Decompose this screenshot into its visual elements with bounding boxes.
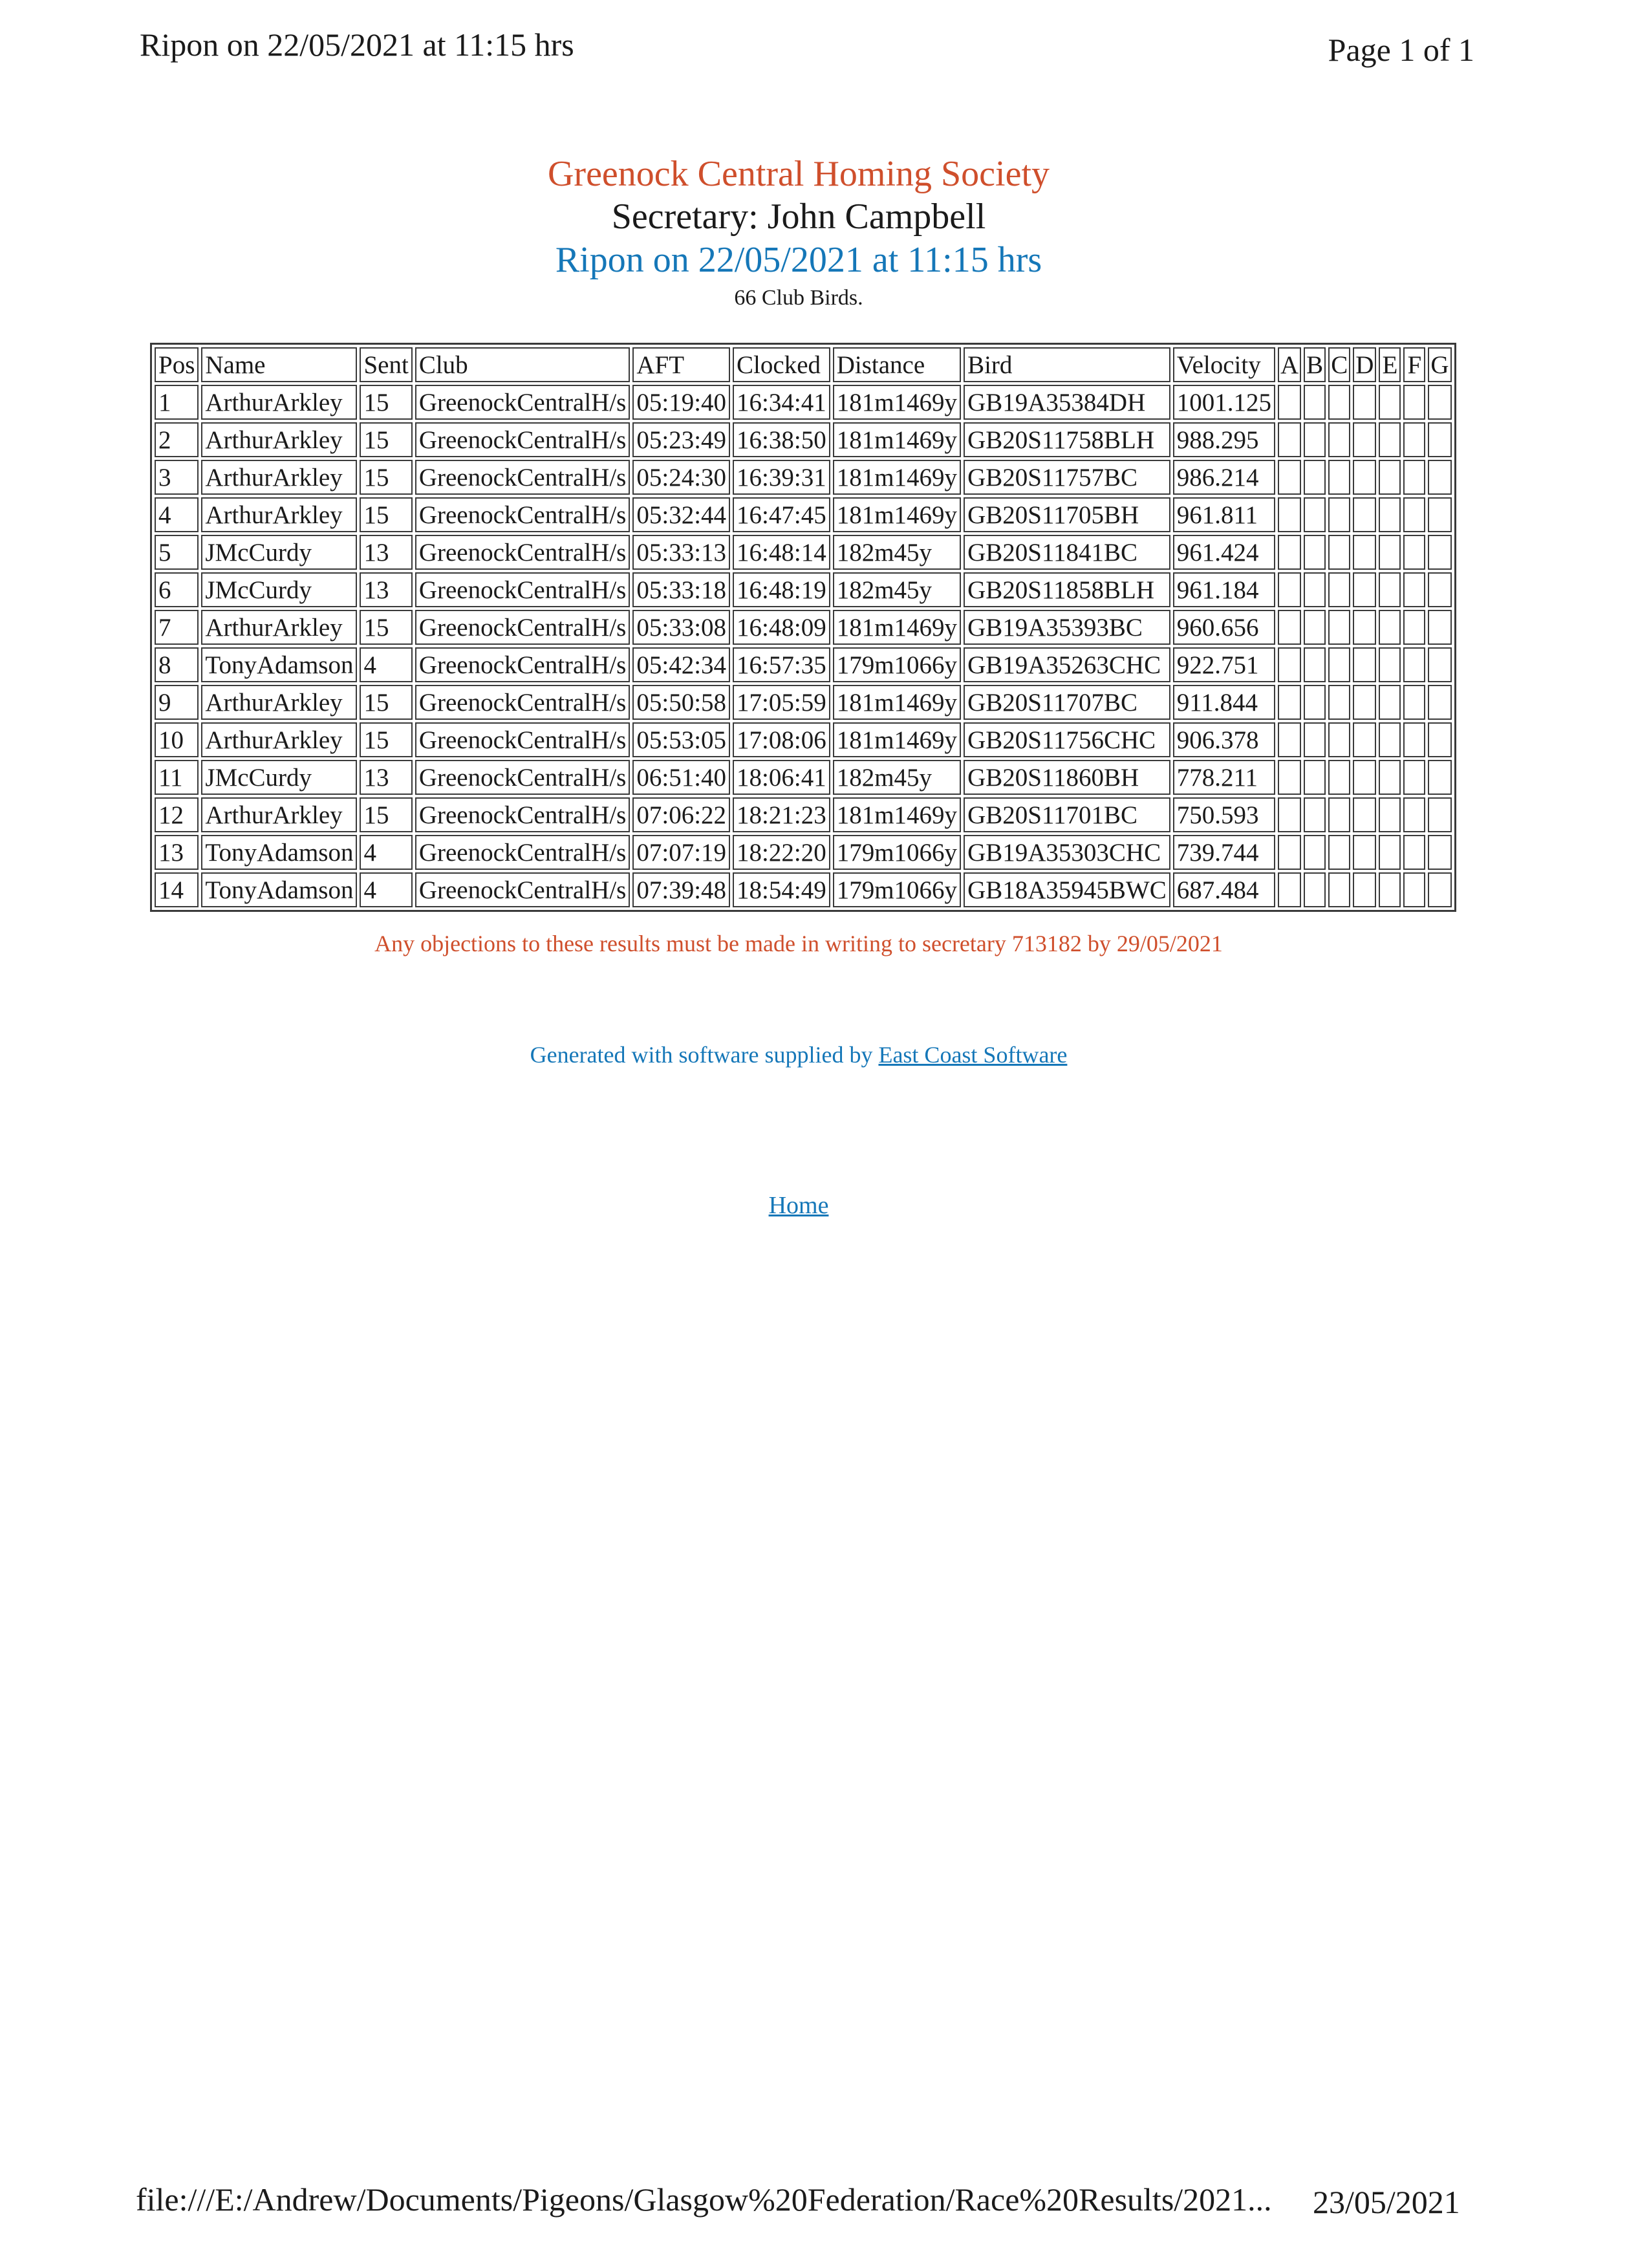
table-cell: 988.295 xyxy=(1173,422,1275,457)
table-cell: 181m1469y xyxy=(833,797,961,832)
table-cell: JMcCurdy xyxy=(201,535,357,570)
flag-cell xyxy=(1278,610,1301,645)
column-header: E xyxy=(1379,347,1401,382)
flag-cell xyxy=(1428,460,1451,495)
column-header: Clocked xyxy=(733,347,830,382)
table-cell: GreenockCentralH/s xyxy=(415,422,630,457)
flag-cell xyxy=(1403,385,1425,420)
flag-cell xyxy=(1403,760,1425,795)
column-header: F xyxy=(1403,347,1425,382)
flag-cell xyxy=(1353,872,1376,907)
flag-cell xyxy=(1278,572,1301,607)
results-table xyxy=(150,343,1456,912)
flag-cell xyxy=(1328,722,1350,757)
table-cell: 07:39:48 xyxy=(632,872,730,907)
table-cell: 15 xyxy=(360,385,412,420)
flag-cell xyxy=(1328,835,1350,870)
table-cell: GB18A35945BWC xyxy=(964,872,1170,907)
flag-cell xyxy=(1353,385,1376,420)
table-cell: 16:48:19 xyxy=(733,572,830,607)
flag-cell xyxy=(1428,835,1451,870)
table-cell: 739.744 xyxy=(1173,835,1275,870)
print-header-title: Ripon on 22/05/2021 at 11:15 hrs xyxy=(140,27,574,63)
flag-cell xyxy=(1278,760,1301,795)
table-cell: 15 xyxy=(360,685,412,720)
table-cell: ArthurArkley xyxy=(201,422,357,457)
flag-cell xyxy=(1304,872,1326,907)
column-header: AFT xyxy=(632,347,730,382)
flag-cell xyxy=(1278,685,1301,720)
flag-cell xyxy=(1304,760,1326,795)
flag-cell xyxy=(1304,572,1326,607)
flag-cell xyxy=(1304,722,1326,757)
table-cell: 05:53:05 xyxy=(632,722,730,757)
table-cell: 18:22:20 xyxy=(733,835,830,870)
table-cell: GB20S11757BC xyxy=(964,460,1170,495)
table-cell: GreenockCentralH/s xyxy=(415,685,630,720)
table-cell: 181m1469y xyxy=(833,422,961,457)
table-cell: 906.378 xyxy=(1173,722,1275,757)
table-cell: GB20S11860BH xyxy=(964,760,1170,795)
flag-cell xyxy=(1278,497,1301,532)
print-footer-file-path: file:///E:/Andrew/Documents/Pigeons/Glasgow%20Federation/Race%20Results/2021... xyxy=(136,2181,1272,2218)
flag-cell xyxy=(1428,685,1451,720)
table-cell: GB20S11701BC xyxy=(964,797,1170,832)
table-cell: 750.593 xyxy=(1173,797,1275,832)
column-header: G xyxy=(1428,347,1451,382)
flag-cell xyxy=(1379,497,1401,532)
table-cell: 961.424 xyxy=(1173,535,1275,570)
table-cell: 16:48:14 xyxy=(733,535,830,570)
flag-cell xyxy=(1428,497,1451,532)
club-birds-count: 66 Club Birds. xyxy=(734,286,863,310)
flag-cell xyxy=(1428,572,1451,607)
flag-cell xyxy=(1328,572,1350,607)
generated-by-text: Generated with software supplied by xyxy=(530,1042,873,1068)
table-cell: 2 xyxy=(155,422,199,457)
table-cell: 181m1469y xyxy=(833,722,961,757)
flag-cell xyxy=(1353,535,1376,570)
flag-cell xyxy=(1304,685,1326,720)
flag-cell xyxy=(1428,760,1451,795)
home-link-container xyxy=(0,1191,1597,1220)
table-cell: 4 xyxy=(360,647,412,682)
table-cell: GreenockCentralH/s xyxy=(415,460,630,495)
flag-cell xyxy=(1428,385,1451,420)
table-cell: GreenockCentralH/s xyxy=(415,835,630,870)
table-cell: GB20S11858BLH xyxy=(964,572,1170,607)
table-cell: GB20S11705BH xyxy=(964,497,1170,532)
flag-cell xyxy=(1428,535,1451,570)
flag-cell xyxy=(1278,722,1301,757)
table-cell: 16:38:50 xyxy=(733,422,830,457)
table-cell: 179m1066y xyxy=(833,872,961,907)
table-cell: ArthurArkley xyxy=(201,722,357,757)
organisation-title: Greenock Central Homing Society xyxy=(547,154,1050,194)
table-cell: 16:34:41 xyxy=(733,385,830,420)
table-cell: ArthurArkley xyxy=(201,685,357,720)
table-row xyxy=(155,422,1452,457)
table-cell: GreenockCentralH/s xyxy=(415,872,630,907)
flag-cell xyxy=(1403,535,1425,570)
flag-cell xyxy=(1278,835,1301,870)
column-header: C xyxy=(1328,347,1350,382)
flag-cell xyxy=(1304,385,1326,420)
flag-cell xyxy=(1328,422,1350,457)
flag-cell xyxy=(1379,872,1401,907)
table-row xyxy=(155,460,1452,495)
table-cell: 8 xyxy=(155,647,199,682)
home-link[interactable]: Home xyxy=(768,1192,829,1219)
table-row xyxy=(155,610,1452,645)
flag-cell xyxy=(1353,572,1376,607)
flag-cell xyxy=(1278,422,1301,457)
table-cell: 4 xyxy=(360,835,412,870)
table-cell: 13 xyxy=(360,535,412,570)
column-header: D xyxy=(1353,347,1376,382)
flag-cell xyxy=(1379,685,1401,720)
table-row xyxy=(155,572,1452,607)
table-cell: JMcCurdy xyxy=(201,760,357,795)
table-cell: 16:48:09 xyxy=(733,610,830,645)
flag-cell xyxy=(1278,460,1301,495)
column-header: B xyxy=(1304,347,1326,382)
table-cell: 05:42:34 xyxy=(632,647,730,682)
table-cell: GB20S11841BC xyxy=(964,535,1170,570)
table-cell: 182m45y xyxy=(833,535,961,570)
print-footer-date: 23/05/2021 xyxy=(1313,2184,1460,2220)
flag-cell xyxy=(1379,722,1401,757)
flag-cell xyxy=(1379,797,1401,832)
table-cell: 7 xyxy=(155,610,199,645)
table-cell: GreenockCentralH/s xyxy=(415,572,630,607)
flag-cell xyxy=(1328,497,1350,532)
table-cell: 911.844 xyxy=(1173,685,1275,720)
flag-cell xyxy=(1304,610,1326,645)
table-cell: JMcCurdy xyxy=(201,572,357,607)
table-cell: 15 xyxy=(360,797,412,832)
flag-cell xyxy=(1379,760,1401,795)
flag-cell xyxy=(1328,685,1350,720)
secretary-line: Secretary: John Campbell xyxy=(611,197,986,237)
race-title: Ripon on 22/05/2021 at 11:15 hrs xyxy=(555,240,1042,280)
table-cell: TonyAdamson xyxy=(201,835,357,870)
table-row xyxy=(155,835,1452,870)
column-header: A xyxy=(1278,347,1301,382)
table-cell: ArthurArkley xyxy=(201,610,357,645)
table-cell: 11 xyxy=(155,760,199,795)
table-cell: GB20S11756CHC xyxy=(964,722,1170,757)
table-cell: TonyAdamson xyxy=(201,647,357,682)
table-row xyxy=(155,760,1452,795)
table-cell: 182m45y xyxy=(833,572,961,607)
table-cell: 16:57:35 xyxy=(733,647,830,682)
flag-cell xyxy=(1403,647,1425,682)
table-cell: 961.184 xyxy=(1173,572,1275,607)
flag-cell xyxy=(1428,647,1451,682)
table-cell: 05:33:08 xyxy=(632,610,730,645)
table-cell: 06:51:40 xyxy=(632,760,730,795)
table-cell: 179m1066y xyxy=(833,647,961,682)
table-cell: GB19A35263CHC xyxy=(964,647,1170,682)
table-cell: 05:23:49 xyxy=(632,422,730,457)
table-cell: 960.656 xyxy=(1173,610,1275,645)
flag-cell xyxy=(1278,797,1301,832)
table-cell: GB20S11707BC xyxy=(964,685,1170,720)
table-cell: 05:50:58 xyxy=(632,685,730,720)
print-header-page-number: Page 1 of 1 xyxy=(1328,32,1474,68)
table-cell: 18:54:49 xyxy=(733,872,830,907)
table-cell: 4 xyxy=(360,872,412,907)
table-cell: 14 xyxy=(155,872,199,907)
flag-cell xyxy=(1278,385,1301,420)
flag-cell xyxy=(1328,797,1350,832)
flag-cell xyxy=(1428,872,1451,907)
flag-cell xyxy=(1304,422,1326,457)
table-cell: GreenockCentralH/s xyxy=(415,797,630,832)
table-cell: 07:06:22 xyxy=(632,797,730,832)
table-cell: 1 xyxy=(155,385,199,420)
table-cell: GreenockCentralH/s xyxy=(415,760,630,795)
flag-cell xyxy=(1353,685,1376,720)
flag-cell xyxy=(1379,385,1401,420)
page-heading xyxy=(0,153,1597,314)
table-cell: GreenockCentralH/s xyxy=(415,610,630,645)
flag-cell xyxy=(1353,647,1376,682)
flag-cell xyxy=(1328,647,1350,682)
flag-cell xyxy=(1304,460,1326,495)
flag-cell xyxy=(1304,647,1326,682)
table-cell: 3 xyxy=(155,460,199,495)
flag-cell xyxy=(1403,835,1425,870)
flag-cell xyxy=(1328,610,1350,645)
table-cell: 15 xyxy=(360,460,412,495)
east-coast-software-link[interactable]: East Coast Software xyxy=(878,1042,1068,1068)
table-cell: 13 xyxy=(360,572,412,607)
table-row xyxy=(155,872,1452,907)
table-cell: 181m1469y xyxy=(833,385,961,420)
flag-cell xyxy=(1328,460,1350,495)
flag-cell xyxy=(1353,610,1376,645)
table-cell: 07:07:19 xyxy=(632,835,730,870)
flag-cell xyxy=(1379,460,1401,495)
table-cell: 922.751 xyxy=(1173,647,1275,682)
flag-cell xyxy=(1304,535,1326,570)
flag-cell xyxy=(1353,722,1376,757)
table-cell: 181m1469y xyxy=(833,497,961,532)
table-cell: 13 xyxy=(155,835,199,870)
flag-cell xyxy=(1278,647,1301,682)
table-cell: GreenockCentralH/s xyxy=(415,647,630,682)
objections-notice: Any objections to these results must be made in writing to secretary 713182 by 29/05/2021 xyxy=(374,931,1223,956)
flag-cell xyxy=(1403,497,1425,532)
table-cell: 18:21:23 xyxy=(733,797,830,832)
table-cell: GB19A35303CHC xyxy=(964,835,1170,870)
table-cell: 05:19:40 xyxy=(632,385,730,420)
table-cell: 181m1469y xyxy=(833,460,961,495)
table-cell: GB20S11758BLH xyxy=(964,422,1170,457)
table-row xyxy=(155,685,1452,720)
table-cell: 5 xyxy=(155,535,199,570)
table-cell: 18:06:41 xyxy=(733,760,830,795)
table-cell: 15 xyxy=(360,722,412,757)
flag-cell xyxy=(1304,797,1326,832)
flag-cell xyxy=(1278,535,1301,570)
column-header: Name xyxy=(201,347,357,382)
flag-cell xyxy=(1379,610,1401,645)
table-cell: 6 xyxy=(155,572,199,607)
table-cell: 05:33:13 xyxy=(632,535,730,570)
flag-cell xyxy=(1428,722,1451,757)
table-cell: ArthurArkley xyxy=(201,385,357,420)
table-cell: GreenockCentralH/s xyxy=(415,385,630,420)
table-cell: 181m1469y xyxy=(833,610,961,645)
table-cell: GreenockCentralH/s xyxy=(415,497,630,532)
table-row xyxy=(155,797,1452,832)
table-cell: 17:05:59 xyxy=(733,685,830,720)
flag-cell xyxy=(1353,497,1376,532)
table-cell: 778.211 xyxy=(1173,760,1275,795)
column-header: Velocity xyxy=(1173,347,1275,382)
table-cell: TonyAdamson xyxy=(201,872,357,907)
table-cell: 05:32:44 xyxy=(632,497,730,532)
flag-cell xyxy=(1379,835,1401,870)
table-cell: ArthurArkley xyxy=(201,460,357,495)
flag-cell xyxy=(1304,835,1326,870)
table-cell: ArthurArkley xyxy=(201,497,357,532)
table-cell: 12 xyxy=(155,797,199,832)
flag-cell xyxy=(1379,647,1401,682)
table-cell: 05:33:18 xyxy=(632,572,730,607)
flag-cell xyxy=(1379,535,1401,570)
flag-cell xyxy=(1328,385,1350,420)
table-cell: 15 xyxy=(360,422,412,457)
table-cell: 687.484 xyxy=(1173,872,1275,907)
flag-cell xyxy=(1328,872,1350,907)
flag-cell xyxy=(1278,872,1301,907)
flag-cell xyxy=(1353,797,1376,832)
table-row xyxy=(155,722,1452,757)
generated-by-line xyxy=(0,1041,1597,1068)
table-row xyxy=(155,535,1452,570)
table-cell: 179m1066y xyxy=(833,835,961,870)
table-header-row xyxy=(155,347,1452,382)
table-cell: GreenockCentralH/s xyxy=(415,535,630,570)
flag-cell xyxy=(1403,722,1425,757)
table-cell: GB19A35384DH xyxy=(964,385,1170,420)
flag-cell xyxy=(1328,535,1350,570)
flag-cell xyxy=(1428,797,1451,832)
flag-cell xyxy=(1353,460,1376,495)
table-cell: 181m1469y xyxy=(833,685,961,720)
table-cell: 4 xyxy=(155,497,199,532)
flag-cell xyxy=(1403,422,1425,457)
column-header: Bird xyxy=(964,347,1170,382)
column-header: Sent xyxy=(360,347,412,382)
flag-cell xyxy=(1379,422,1401,457)
column-header: Pos xyxy=(155,347,199,382)
table-cell: 13 xyxy=(360,760,412,795)
table-cell: ArthurArkley xyxy=(201,797,357,832)
table-cell: 9 xyxy=(155,685,199,720)
table-cell: 961.811 xyxy=(1173,497,1275,532)
flag-cell xyxy=(1353,835,1376,870)
table-row xyxy=(155,497,1452,532)
column-header: Club xyxy=(415,347,630,382)
table-cell: 15 xyxy=(360,610,412,645)
table-cell: 182m45y xyxy=(833,760,961,795)
flag-cell xyxy=(1428,422,1451,457)
table-cell: 16:47:45 xyxy=(733,497,830,532)
flag-cell xyxy=(1353,422,1376,457)
table-cell: 17:08:06 xyxy=(733,722,830,757)
table-row xyxy=(155,647,1452,682)
table-cell: GB19A35393BC xyxy=(964,610,1170,645)
flag-cell xyxy=(1403,460,1425,495)
flag-cell xyxy=(1379,572,1401,607)
flag-cell xyxy=(1353,760,1376,795)
flag-cell xyxy=(1403,797,1425,832)
results-body xyxy=(155,385,1452,907)
column-header: Distance xyxy=(833,347,961,382)
table-cell: GreenockCentralH/s xyxy=(415,722,630,757)
flag-cell xyxy=(1428,610,1451,645)
table-row xyxy=(155,385,1452,420)
flag-cell xyxy=(1403,685,1425,720)
flag-cell xyxy=(1403,872,1425,907)
flag-cell xyxy=(1403,572,1425,607)
table-cell: 16:39:31 xyxy=(733,460,830,495)
table-cell: 05:24:30 xyxy=(632,460,730,495)
flag-cell xyxy=(1328,760,1350,795)
table-cell: 10 xyxy=(155,722,199,757)
table-cell: 15 xyxy=(360,497,412,532)
table-cell: 1001.125 xyxy=(1173,385,1275,420)
flag-cell xyxy=(1304,497,1326,532)
flag-cell xyxy=(1403,610,1425,645)
table-cell: 986.214 xyxy=(1173,460,1275,495)
